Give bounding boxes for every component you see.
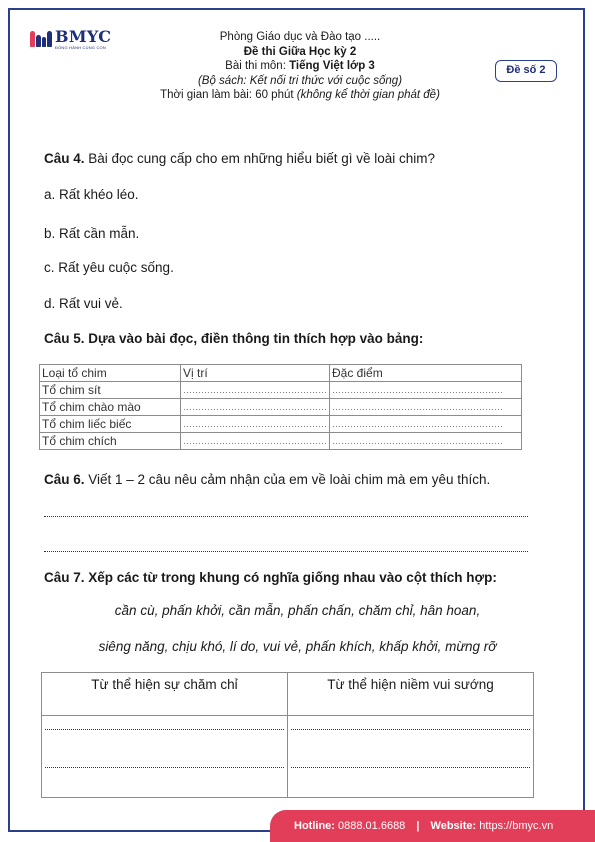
answer-cell-joy[interactable] [288, 716, 534, 798]
logo-name: BMYC [55, 27, 112, 46]
table-header: Loại tổ chim [40, 365, 181, 382]
time-note: (không kể thời gian phát đề) [296, 89, 440, 101]
table-row [40, 399, 522, 416]
question-6 [44, 472, 490, 487]
nest-name: Tổ chim sít [40, 382, 181, 399]
option-d: d. Rất vui vẻ. [44, 296, 123, 311]
contact-footer [270, 810, 595, 842]
dots: ………………………………………… [183, 436, 327, 446]
family-figures-icon [30, 31, 52, 47]
answer-line[interactable] [291, 767, 530, 768]
question-4 [44, 151, 435, 166]
table-header-row [42, 673, 534, 716]
answer-cell-diligence[interactable] [42, 716, 288, 798]
hotline-number[interactable]: 0888.01.6688 [338, 820, 406, 832]
table-row [42, 716, 534, 798]
word-bank-line-2: siêng năng, chịu khó, lí do, vui vẻ, phấn khích, khấp khởi, mừng rỡ [98, 639, 497, 654]
answer-blank[interactable] [330, 399, 522, 416]
answer-line[interactable] [45, 767, 284, 768]
table-row [40, 416, 522, 433]
question-4-text: Bài đọc cung cấp cho em những hiểu biết gì về loài chim? [84, 151, 436, 166]
sorting-table [41, 672, 534, 798]
dots: ………………………………………… [183, 402, 327, 412]
column-header-joy: Từ thể hiện niềm vui sướng [288, 673, 534, 716]
website-label: Website: [430, 820, 477, 832]
question-6-label: Câu 6. [44, 472, 85, 487]
dots: ………………………………………………… [332, 436, 503, 446]
question-4-label: Câu 4. [44, 151, 85, 166]
website-link[interactable]: https://bmyc.vn [479, 820, 554, 832]
nest-table [39, 364, 522, 450]
table-header: Đặc điểm [330, 365, 522, 382]
question-5: Câu 5. Dựa vào bài đọc, điền thông tin thích hợp vào bảng: [44, 331, 424, 346]
nest-name: Tổ chim chích [40, 433, 181, 450]
figure-icon [30, 31, 35, 47]
subject-line [100, 59, 500, 74]
figure-icon [36, 35, 41, 47]
book-line: (Bộ sách: Kết nối tri thức với cuộc sống) [197, 74, 403, 87]
answer-line[interactable] [291, 729, 530, 730]
table-row [40, 382, 522, 399]
answer-blank[interactable] [181, 416, 330, 433]
dots: ………………………………………………… [332, 419, 503, 429]
answer-blank[interactable] [330, 382, 522, 399]
answer-line[interactable] [45, 729, 284, 730]
table-header: Vị trí [181, 365, 330, 382]
exam-title: Đề thi Giữa Học kỳ 2 [243, 45, 357, 58]
time-text: Thời gian làm bài: 60 phút [160, 89, 297, 101]
subject-prefix: Bài thi môn: [225, 60, 290, 72]
exam-number-badge: Đề số 2 [495, 60, 557, 82]
exam-header [100, 30, 500, 103]
dots: ………………………………………… [183, 385, 327, 395]
option-a: a. Rất khéo léo. [44, 187, 139, 202]
dots: ………………………………………………… [332, 385, 503, 395]
answer-blank[interactable] [181, 382, 330, 399]
subject-name: Tiếng Việt lớp 3 [289, 60, 375, 72]
answer-line[interactable] [44, 516, 528, 517]
figure-icon [47, 31, 52, 47]
answer-blank[interactable] [181, 433, 330, 450]
figure-icon [42, 37, 46, 47]
question-6-text: Viết 1 – 2 câu nêu cảm nhận của em về loài chim mà em yêu thích. [84, 472, 491, 487]
option-b: b. Rất cần mẫn. [44, 226, 140, 241]
question-7: Câu 7. Xếp các từ trong khung có nghĩa giống nhau vào cột thích hợp: [44, 570, 497, 585]
logo-tagline: ĐỒNG HÀNH CÙNG CON [55, 45, 106, 50]
department-line: Phòng Giáo dục và Đào tạo ..... [219, 31, 381, 43]
dots: ………………………………………… [183, 419, 327, 429]
time-line [100, 88, 500, 103]
nest-name: Tổ chim liếc biếc [40, 416, 181, 433]
answer-blank[interactable] [330, 433, 522, 450]
hotline-label: Hotline: [294, 820, 335, 832]
answer-blank[interactable] [181, 399, 330, 416]
column-header-diligence: Từ thể hiện sự chăm chỉ [42, 673, 288, 716]
footer-separator: | [416, 820, 420, 832]
table-header-row [40, 365, 522, 382]
word-bank-line-1: cần cù, phấn khởi, cần mẫn, phấn chấn, chăm chỉ, hân hoan, [114, 603, 481, 618]
table-row [40, 433, 522, 450]
nest-name: Tổ chim chào mào [40, 399, 181, 416]
option-c: c. Rất yêu cuộc sống. [44, 260, 174, 275]
dots: ………………………………………………… [332, 402, 503, 412]
answer-line[interactable] [44, 551, 528, 552]
answer-blank[interactable] [330, 416, 522, 433]
